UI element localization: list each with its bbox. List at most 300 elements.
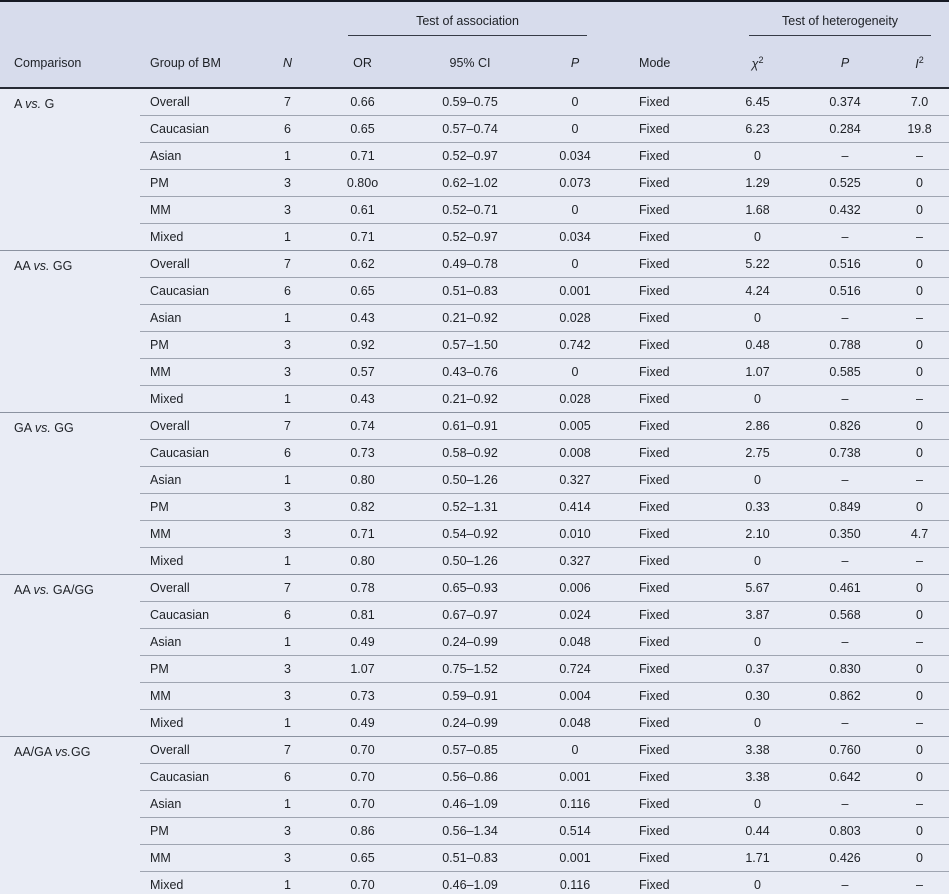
group-of-bm-value: Overall — [140, 413, 265, 440]
table-row — [0, 386, 949, 413]
group-of-bm-value: Mixed — [150, 230, 184, 244]
chi2-value: 3.38 — [715, 737, 800, 764]
n-value: 7 — [265, 737, 310, 764]
chi2-value: 2.10 — [715, 521, 800, 548]
or-value: 0.86 — [310, 818, 415, 845]
table-row — [0, 278, 949, 305]
or-value: 0.65 — [310, 116, 415, 143]
or-value: 0.70 — [310, 791, 415, 818]
n-value: 3 — [265, 197, 310, 224]
p-value: 0.034 — [559, 230, 591, 244]
n-value: 1 — [265, 143, 310, 170]
ci-value: 0.61–0.91 — [415, 413, 525, 440]
het-p-value: 0.432 — [800, 197, 890, 224]
chi2-value: 6.23 — [715, 116, 800, 143]
chi2-value: 0.37 — [715, 656, 800, 683]
mode-value: Fixed — [625, 575, 715, 602]
col-header-group: Group of BM — [140, 39, 265, 88]
n-value: 1 — [284, 716, 291, 730]
chi2-value: 0 — [754, 878, 761, 892]
het-p-value: 0.284 — [800, 116, 890, 143]
comparison-block — [0, 575, 949, 737]
group-of-bm-value: Caucasian — [140, 602, 265, 629]
ci-value: 0.75–1.52 — [415, 656, 525, 683]
het-p-value: – — [841, 878, 849, 892]
mode-value: Fixed — [625, 278, 715, 305]
heterogeneity-spanner-label: Test of heterogeneity — [749, 14, 931, 36]
table-row — [0, 872, 949, 894]
spanner-spacer-mode — [625, 1, 715, 39]
or-value: 0.80o — [310, 170, 415, 197]
or-value: 0.70 — [310, 737, 415, 764]
vs-text: vs. — [55, 745, 71, 759]
or-value: 0.49 — [310, 629, 415, 656]
mode-value: Fixed — [625, 197, 715, 224]
ci-value: 0.52–1.31 — [415, 494, 525, 521]
p-value: 0.073 — [525, 170, 625, 197]
table-row — [0, 710, 949, 737]
mode-value: Fixed — [639, 230, 670, 244]
het-p-value: 0.738 — [800, 440, 890, 467]
i2-value: 0 — [890, 170, 949, 197]
ci-value: 0.57–0.85 — [415, 737, 525, 764]
col-header-chi2: $\chi^2$ — [715, 39, 800, 88]
n-value: 1 — [265, 467, 310, 494]
ci-value: 0.52–0.71 — [415, 197, 525, 224]
comparison-block — [0, 88, 949, 251]
mode-value: Fixed — [625, 116, 715, 143]
comparison-label: AA vs. GG — [14, 259, 73, 273]
group-of-bm-value: PM — [140, 656, 265, 683]
or-value: 0.61 — [310, 197, 415, 224]
group-of-bm-value: MM — [140, 359, 265, 386]
table-row — [0, 143, 949, 170]
n-value: 3 — [265, 332, 310, 359]
het-p-value: 0.830 — [800, 656, 890, 683]
chi2-value: 0 — [715, 791, 800, 818]
n-value: 1 — [284, 878, 291, 892]
i2-value: 0 — [890, 737, 949, 764]
ci-value: 0.59–0.75 — [415, 88, 525, 116]
p-value: 0.008 — [525, 440, 625, 467]
ci-value: 0.46–1.09 — [415, 791, 525, 818]
table-row — [0, 494, 949, 521]
comparison-block — [0, 251, 949, 413]
group-of-bm-value: MM — [140, 521, 265, 548]
i2-value: 0 — [890, 278, 949, 305]
mode-value: Fixed — [625, 521, 715, 548]
i2-value: 0 — [890, 683, 949, 710]
table-row — [0, 737, 949, 764]
table-row — [0, 818, 949, 845]
mode-value: Fixed — [639, 392, 670, 406]
chi2-value: 2.75 — [715, 440, 800, 467]
n-value: 3 — [265, 818, 310, 845]
chi2-value: 1.68 — [715, 197, 800, 224]
col-header-i2: $I^2$ — [890, 39, 949, 88]
or-value: 0.81 — [310, 602, 415, 629]
table-row — [0, 656, 949, 683]
group-of-bm-value: Asian — [140, 467, 265, 494]
chi2-value: 6.45 — [715, 88, 800, 116]
p-value: 0 — [525, 251, 625, 278]
comparison-label: GA vs. GG — [14, 421, 74, 435]
n-value: 3 — [265, 170, 310, 197]
group-of-bm-value: PM — [140, 818, 265, 845]
n-value: 3 — [265, 359, 310, 386]
ci-value: 0.65–0.93 — [415, 575, 525, 602]
mode-value: Fixed — [625, 737, 715, 764]
or-value: 0.70 — [310, 764, 415, 791]
col-header-ci: 95% CI — [415, 39, 525, 88]
i2-value: – — [890, 305, 949, 332]
chi2-value: 0 — [715, 467, 800, 494]
or-value: 0.80 — [310, 467, 415, 494]
col-header-comparison: Comparison — [0, 39, 140, 88]
het-p-value: 0.849 — [800, 494, 890, 521]
spanner-spacer-left — [0, 1, 310, 39]
n-value: 1 — [265, 629, 310, 656]
n-value: 3 — [265, 494, 310, 521]
p-value: 0.010 — [525, 521, 625, 548]
p-value: 0.028 — [559, 392, 591, 406]
i2-value: 0 — [890, 197, 949, 224]
mode-value: Fixed — [625, 88, 715, 116]
n-value: 7 — [265, 575, 310, 602]
het-p-value: 0.525 — [800, 170, 890, 197]
mode-value: Fixed — [625, 143, 715, 170]
ci-value: 0.51–0.83 — [415, 845, 525, 872]
chi2-value: 3.87 — [715, 602, 800, 629]
or-value: 0.71 — [310, 521, 415, 548]
p-value: 0.034 — [525, 143, 625, 170]
p-value: 0 — [525, 116, 625, 143]
n-value: 3 — [265, 683, 310, 710]
n-value: 7 — [265, 413, 310, 440]
or-value: 0.57 — [310, 359, 415, 386]
group-of-bm-value: Overall — [140, 251, 265, 278]
p-value: 0.004 — [525, 683, 625, 710]
mode-value: Fixed — [625, 494, 715, 521]
chi2-value: 0 — [715, 143, 800, 170]
col-header-p: P — [525, 39, 625, 88]
p-value: 0 — [525, 88, 625, 116]
n-value: 6 — [265, 764, 310, 791]
group-of-bm-value: PM — [140, 494, 265, 521]
i2-value: 19.8 — [890, 116, 949, 143]
het-p-value: 0.461 — [800, 575, 890, 602]
table-row — [0, 251, 949, 278]
i2-value: 0 — [890, 575, 949, 602]
col-header-or: OR — [310, 39, 415, 88]
het-p-value: – — [800, 629, 890, 656]
p-value: 0.005 — [525, 413, 625, 440]
or-value: 0.73 — [310, 440, 415, 467]
heterogeneity-spanner — [715, 1, 949, 39]
or-value: 0.70 — [350, 878, 375, 892]
n-value: 1 — [284, 392, 291, 406]
n-value: 3 — [265, 845, 310, 872]
or-value: 0.65 — [310, 845, 415, 872]
het-p-value: 0.826 — [800, 413, 890, 440]
ci-value: 0.24–0.99 — [442, 716, 498, 730]
ci-value: 0.58–0.92 — [415, 440, 525, 467]
group-of-bm-value: Mixed — [150, 716, 184, 730]
n-value: 1 — [284, 554, 291, 568]
ci-value: 0.50–1.26 — [442, 554, 498, 568]
mode-value: Fixed — [625, 251, 715, 278]
ci-value: 0.57–1.50 — [415, 332, 525, 359]
mode-value: Fixed — [639, 878, 670, 892]
chi2-value: 5.67 — [715, 575, 800, 602]
table-row — [0, 170, 949, 197]
table-row — [0, 467, 949, 494]
table-row — [0, 629, 949, 656]
table-row — [0, 413, 949, 440]
or-value: 0.62 — [310, 251, 415, 278]
mode-value: Fixed — [625, 764, 715, 791]
i2-value: 0 — [890, 845, 949, 872]
group-of-bm-value: Caucasian — [140, 764, 265, 791]
comparison-label: A vs. G — [14, 97, 55, 111]
table-row — [0, 602, 949, 629]
het-p-value: – — [841, 392, 849, 406]
het-p-value: 0.788 — [800, 332, 890, 359]
group-of-bm-value: Mixed — [150, 554, 184, 568]
het-p-value: 0.374 — [800, 88, 890, 116]
or-value: 0.78 — [310, 575, 415, 602]
p-value: 0.514 — [525, 818, 625, 845]
p-value: 0.048 — [559, 716, 591, 730]
spanner-row — [0, 1, 949, 39]
group-of-bm-value: Mixed — [150, 878, 184, 892]
n-value: 7 — [265, 88, 310, 116]
vs-text: vs. — [25, 97, 42, 111]
group-of-bm-value: Asian — [140, 791, 265, 818]
mode-value: Fixed — [625, 440, 715, 467]
het-p-value: – — [800, 305, 890, 332]
mode-value: Fixed — [639, 554, 670, 568]
ci-value: 0.24–0.99 — [415, 629, 525, 656]
het-p-value: 0.585 — [800, 359, 890, 386]
chi2-value: 5.22 — [715, 251, 800, 278]
het-p-value: – — [841, 554, 849, 568]
table-row — [0, 305, 949, 332]
ci-value: 0.54–0.92 — [415, 521, 525, 548]
ci-value: 0.62–1.02 — [415, 170, 525, 197]
ci-value: 0.52–0.97 — [442, 230, 498, 244]
chi2-value: 0.33 — [715, 494, 800, 521]
het-p-value: – — [800, 467, 890, 494]
column-header-row — [0, 39, 949, 88]
group-of-bm-value: Mixed — [150, 392, 184, 406]
het-p-value: – — [800, 791, 890, 818]
chi2-value: 0 — [754, 554, 761, 568]
chi2-value: 0 — [715, 305, 800, 332]
ci-value: 0.57–0.74 — [415, 116, 525, 143]
mode-value: Fixed — [625, 791, 715, 818]
table-row — [0, 548, 949, 575]
or-value: 0.73 — [310, 683, 415, 710]
mode-value: Fixed — [625, 818, 715, 845]
comparison-block — [0, 413, 949, 575]
p-value: 0.742 — [525, 332, 625, 359]
or-value: 0.43 — [350, 392, 375, 406]
mode-value: Fixed — [625, 656, 715, 683]
or-value: 1.07 — [310, 656, 415, 683]
group-of-bm-value: Asian — [140, 629, 265, 656]
group-of-bm-value: Caucasian — [140, 116, 265, 143]
i2-value: – — [916, 716, 923, 730]
i2-value: – — [916, 554, 923, 568]
n-value: 3 — [265, 656, 310, 683]
group-of-bm-value: PM — [140, 332, 265, 359]
vs-text: vs. — [33, 259, 50, 273]
het-p-value: 0.516 — [800, 251, 890, 278]
p-value: 0.024 — [525, 602, 625, 629]
chi2-value: 0.48 — [715, 332, 800, 359]
p-value: 0.048 — [525, 629, 625, 656]
p-value: 0.028 — [525, 305, 625, 332]
p-value: 0 — [525, 359, 625, 386]
chi2-value: 4.24 — [715, 278, 800, 305]
table-row — [0, 575, 949, 602]
n-value: 6 — [265, 278, 310, 305]
i2-value: 0 — [890, 251, 949, 278]
or-value: 0.49 — [350, 716, 375, 730]
group-of-bm-value: PM — [140, 170, 265, 197]
group-of-bm-value: Caucasian — [140, 440, 265, 467]
i2-value: – — [916, 230, 923, 244]
n-value: 7 — [265, 251, 310, 278]
or-value: 0.66 — [310, 88, 415, 116]
col-header-mode: Mode — [625, 39, 715, 88]
or-value: 0.82 — [310, 494, 415, 521]
chi2-value: 1.29 — [715, 170, 800, 197]
n-value: 6 — [265, 116, 310, 143]
i2-value: 4.7 — [890, 521, 949, 548]
i2-value: – — [890, 629, 949, 656]
table-row — [0, 764, 949, 791]
i2-value: 0 — [890, 359, 949, 386]
p-value: 0.001 — [525, 845, 625, 872]
p-value: 0 — [525, 197, 625, 224]
i2-value: – — [890, 791, 949, 818]
table-header — [0, 1, 949, 88]
ci-value: 0.21–0.92 — [442, 392, 498, 406]
i2-value: 0 — [890, 494, 949, 521]
mode-value: Fixed — [625, 467, 715, 494]
het-p-value: – — [841, 230, 849, 244]
het-p-value: 0.426 — [800, 845, 890, 872]
mode-value: Fixed — [625, 413, 715, 440]
ci-value: 0.56–0.86 — [415, 764, 525, 791]
n-value: 1 — [265, 791, 310, 818]
chi2-value: 0 — [715, 629, 800, 656]
col-header-n: N — [265, 39, 310, 88]
n-value: 1 — [284, 230, 291, 244]
vs-text: vs. — [33, 583, 50, 597]
group-of-bm-value: Caucasian — [140, 278, 265, 305]
het-p-value: 0.760 — [800, 737, 890, 764]
group-of-bm-value: Overall — [140, 575, 265, 602]
mode-value: Fixed — [625, 845, 715, 872]
i2-value: 0 — [890, 764, 949, 791]
ci-value: 0.67–0.97 — [415, 602, 525, 629]
i2-value: – — [890, 143, 949, 170]
ci-value: 0.52–0.97 — [415, 143, 525, 170]
or-value: 0.92 — [310, 332, 415, 359]
p-value: 0.006 — [525, 575, 625, 602]
group-of-bm-value: Asian — [140, 143, 265, 170]
het-p-value: 0.568 — [800, 602, 890, 629]
table-row — [0, 224, 949, 251]
or-value: 0.65 — [310, 278, 415, 305]
ci-value: 0.43–0.76 — [415, 359, 525, 386]
p-value: 0.001 — [525, 278, 625, 305]
het-p-value: – — [841, 716, 849, 730]
mode-value: Fixed — [625, 170, 715, 197]
i2-value: 7.0 — [890, 88, 949, 116]
ci-value: 0.51–0.83 — [415, 278, 525, 305]
i2-value: – — [916, 878, 923, 892]
n-value: 6 — [265, 440, 310, 467]
group-of-bm-value: MM — [140, 683, 265, 710]
ci-value: 0.56–1.34 — [415, 818, 525, 845]
table-row — [0, 440, 949, 467]
chi2-value: 0.44 — [715, 818, 800, 845]
i2-value: 0 — [890, 332, 949, 359]
i2-value: – — [890, 467, 949, 494]
i2-value: 0 — [890, 656, 949, 683]
i2-value: 0 — [890, 818, 949, 845]
comparison-label: AA/GA vs.GG — [14, 745, 91, 759]
comparison-block — [0, 737, 949, 894]
association-spanner-label: Test of association — [348, 14, 587, 36]
p-value: 0.116 — [525, 791, 625, 818]
ci-value: 0.21–0.92 — [415, 305, 525, 332]
p-value: 0.001 — [525, 764, 625, 791]
p-value: 0.116 — [559, 878, 591, 892]
table-row — [0, 683, 949, 710]
or-value: 0.43 — [310, 305, 415, 332]
chi2-value: 0 — [754, 230, 761, 244]
table-row — [0, 332, 949, 359]
chi2-value: 2.86 — [715, 413, 800, 440]
association-spanner — [310, 1, 625, 39]
ci-value: 0.50–1.26 — [415, 467, 525, 494]
or-value: 0.71 — [350, 230, 375, 244]
table-row — [0, 197, 949, 224]
chi2-value: 0 — [754, 392, 761, 406]
chi2-value: 0 — [754, 716, 761, 730]
mode-value: Fixed — [639, 716, 670, 730]
n-value: 6 — [265, 602, 310, 629]
het-p-value: – — [800, 143, 890, 170]
mode-value: Fixed — [625, 602, 715, 629]
mode-value: Fixed — [625, 683, 715, 710]
or-value: 0.71 — [310, 143, 415, 170]
comparison-label: AA vs. GA/GG — [14, 583, 94, 597]
mode-value: Fixed — [625, 332, 715, 359]
chi2-value: 1.71 — [715, 845, 800, 872]
p-value: 0.724 — [525, 656, 625, 683]
het-p-value: 0.862 — [800, 683, 890, 710]
n-value: 1 — [265, 305, 310, 332]
group-of-bm-value: MM — [140, 845, 265, 872]
or-value: 0.74 — [310, 413, 415, 440]
chi2-value: 3.38 — [715, 764, 800, 791]
